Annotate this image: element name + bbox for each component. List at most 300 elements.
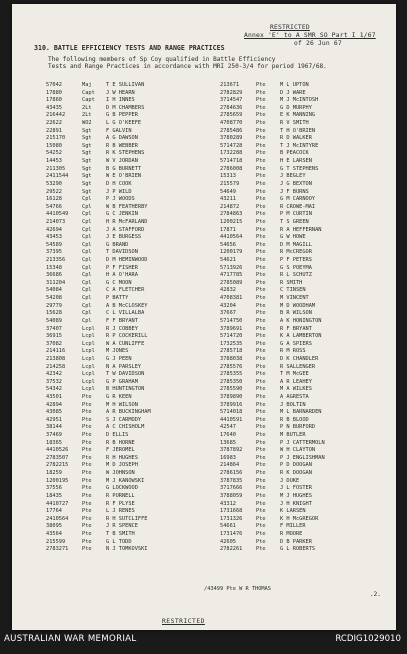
roster-row <box>46 272 216 280</box>
service-number: 29522 <box>46 188 62 195</box>
roster-row <box>220 539 390 547</box>
service-number: 4708381 <box>220 295 243 302</box>
service-number: 17640 <box>220 432 236 439</box>
service-number: 3787835 <box>220 477 243 484</box>
rank: Sgt <box>82 173 92 180</box>
member-name: F MILLER <box>280 523 306 530</box>
member-name: R B BLOOD <box>280 416 309 423</box>
roster-row <box>46 379 216 387</box>
service-number: 42694 <box>46 226 62 233</box>
member-name: P F FISHER <box>106 264 138 271</box>
member-name: G S POEYMA <box>280 264 312 271</box>
roster-row <box>46 166 216 174</box>
service-number: 1731326 <box>220 515 243 522</box>
rank: Pte <box>256 127 266 134</box>
member-name: L G O'KEEFE <box>106 120 142 127</box>
service-number: 3717666 <box>220 485 243 492</box>
rank: Lcpl <box>82 363 95 370</box>
rank: Pte <box>256 492 266 499</box>
roster-row <box>46 158 216 166</box>
roster-row <box>46 462 216 470</box>
service-number: 37395 <box>46 249 62 256</box>
rank: Pte <box>256 158 266 165</box>
member-name: A R LEAHEY <box>280 378 312 385</box>
rank: Pte <box>82 485 92 492</box>
rank: Pte <box>82 393 92 400</box>
archive-record-id: RCDIG1029010 <box>335 634 401 644</box>
roster-row <box>46 417 216 425</box>
rank: Sgt <box>82 188 92 195</box>
roster-row <box>220 211 390 219</box>
member-name: G BRAND <box>106 241 129 248</box>
service-number: 54766 <box>46 203 62 210</box>
rank: Pte <box>82 401 92 408</box>
rank: Pte <box>82 424 92 431</box>
member-name: J A STAFFORD <box>106 226 145 233</box>
member-name: W E O'BRIEN <box>106 173 142 180</box>
member-name: J DUKE <box>280 477 300 484</box>
roster-row <box>220 348 390 356</box>
roster-row <box>46 181 216 189</box>
roster-row <box>46 485 216 493</box>
roster-row <box>46 364 216 372</box>
member-name: G A SPIERS <box>280 340 312 347</box>
rank: Pte <box>256 180 266 187</box>
roster-row <box>46 173 216 181</box>
member-name: T S GREEN <box>280 218 309 225</box>
service-number: 214073 <box>46 218 66 225</box>
roster-row <box>46 265 216 273</box>
rank: Pte <box>256 371 266 378</box>
rank: Pte <box>256 165 266 172</box>
member-name: G C JENKIN <box>106 211 138 218</box>
roster-row <box>220 371 390 379</box>
rank: Pte <box>256 234 266 241</box>
member-name: M J HUGHES <box>280 492 312 499</box>
rank: Pte <box>256 203 266 210</box>
service-number: 43435 <box>46 104 62 111</box>
member-name: H A O'HARA <box>106 272 138 279</box>
member-name: R F PLYSE <box>106 500 135 507</box>
member-name: P N BURFORD <box>280 424 316 431</box>
service-number: 3789691 <box>220 325 243 332</box>
roster-row <box>220 326 390 334</box>
roster-row <box>46 112 216 120</box>
service-number: 1732535 <box>220 340 243 347</box>
rank: Pte <box>256 333 266 340</box>
rank: Sgt <box>82 127 92 134</box>
rank: Lcpl <box>82 348 95 355</box>
header-block <box>244 24 376 48</box>
rank: Lcpl <box>82 333 95 340</box>
rank: Pte <box>82 470 92 477</box>
roster-row <box>46 546 216 554</box>
service-number: 311204 <box>46 279 66 286</box>
rank: Cpl <box>82 257 92 264</box>
rank: Cpl <box>82 279 92 286</box>
member-name: J P WILD <box>106 188 132 195</box>
rank: Pte <box>256 82 266 88</box>
member-name: S J CARMODY <box>106 416 142 423</box>
rank: Pte <box>256 393 266 400</box>
service-number: 17880 <box>46 89 62 96</box>
roster-row <box>46 310 216 318</box>
roster-row <box>46 249 216 257</box>
member-name: M D JOSEPH <box>106 462 138 469</box>
roster-row <box>46 356 216 364</box>
service-number: 214116 <box>46 348 66 355</box>
service-number: 53290 <box>46 180 62 187</box>
roster-row <box>46 318 216 326</box>
roster-row <box>220 295 390 303</box>
rank: Pte <box>256 135 266 142</box>
service-number: 42832 <box>220 287 236 294</box>
service-number: 1731668 <box>220 508 243 515</box>
roster-row <box>220 409 390 417</box>
roster-row <box>220 455 390 463</box>
rank: Pte <box>256 264 266 271</box>
roster-row <box>220 265 390 273</box>
rank: Capt <box>82 89 95 96</box>
member-name: R D WALKER <box>280 135 312 142</box>
member-name: D ELLIS <box>106 432 129 439</box>
roster-row <box>220 150 390 158</box>
roster-row <box>46 455 216 463</box>
rank: Lcpl <box>82 355 95 362</box>
member-name: G C MOON <box>106 279 132 286</box>
member-name: M D WOODHAM <box>280 302 316 309</box>
rank: Pte <box>256 462 266 469</box>
member-name: W JOHNSON <box>106 470 135 477</box>
member-name: M L UPTON <box>280 82 309 88</box>
page-mark: .2. <box>370 591 381 598</box>
roster-row <box>46 402 216 410</box>
service-number: 54208 <box>46 295 62 302</box>
service-number: 1731476 <box>220 530 243 537</box>
service-number: 37667 <box>220 310 236 317</box>
rank: Pte <box>82 477 92 484</box>
rank: Cpl <box>82 249 92 256</box>
roster-row <box>46 333 216 341</box>
roster-row <box>220 356 390 364</box>
roster-row <box>220 128 390 136</box>
member-name: M JONES <box>106 348 129 355</box>
member-name: J W HEARN <box>106 89 135 96</box>
roster-row <box>46 409 216 417</box>
member-name: B R WILSON <box>280 310 312 317</box>
rank: 2Lt <box>82 104 92 111</box>
service-number: 2785089 <box>220 279 243 286</box>
roster-row <box>220 173 390 181</box>
roster-row <box>46 386 216 394</box>
service-number: 3789916 <box>220 401 243 408</box>
service-number: 214864 <box>220 462 240 469</box>
service-number: 36686 <box>46 272 62 279</box>
member-name: P J WOODS <box>106 196 135 203</box>
rank: Pte <box>256 272 266 279</box>
rank: Pte <box>256 142 266 149</box>
service-number: 37532 <box>46 378 62 385</box>
rank: WO2 <box>82 120 92 127</box>
member-name: T DAVIDSON <box>106 249 138 256</box>
service-number: 3788059 <box>220 492 243 499</box>
member-name: P D DOOGAN <box>280 462 312 469</box>
rank: Pte <box>256 188 266 195</box>
rank: Pte <box>82 523 92 530</box>
rank: Pte <box>256 538 266 545</box>
service-number: 2785576 <box>220 363 243 370</box>
roster-row <box>220 508 390 516</box>
member-name: L J RENES <box>106 508 135 515</box>
member-name: R J COBBEY <box>106 325 138 332</box>
member-name: J G BEXTON <box>280 180 312 187</box>
member-name: T W DAVIDSON <box>106 371 145 378</box>
member-name: R B WEBBER <box>106 142 138 149</box>
service-number: 5713926 <box>220 264 243 271</box>
rank: Pte <box>256 150 266 157</box>
member-name: G J PEEN <box>106 355 132 362</box>
rank: Cpl <box>82 264 92 271</box>
rank: Pte <box>82 530 92 537</box>
service-number: 215170 <box>46 135 66 142</box>
service-number: 2783271 <box>46 546 69 553</box>
member-name: B HUNTINGTON <box>106 386 145 393</box>
rank: Pte <box>256 454 266 461</box>
roster-row <box>46 211 216 219</box>
roster-row <box>46 120 216 128</box>
member-name: B PEACOCK <box>280 150 309 157</box>
rank: Cpl <box>82 317 92 324</box>
member-name: G D MURPHY <box>280 104 312 111</box>
roster-row <box>220 227 390 235</box>
service-number: 43211 <box>220 196 236 203</box>
roster-row <box>220 143 390 151</box>
member-name: R H HUGHES <box>106 454 138 461</box>
service-number: 54656 <box>220 241 236 248</box>
service-number: 17764 <box>46 508 62 515</box>
service-number: 5714720 <box>220 333 243 340</box>
member-name: D M HEMINWOOD <box>106 257 148 264</box>
service-number: 18259 <box>46 470 62 477</box>
member-name: K LARSEN <box>280 508 306 515</box>
roster-row <box>220 462 390 470</box>
rank: Pte <box>82 508 92 515</box>
rank: Pte <box>256 279 266 286</box>
service-number: 36915 <box>46 333 62 340</box>
member-name: M H WILSON <box>106 401 138 408</box>
member-name: D J WARE <box>280 89 306 96</box>
member-name: N A PARSLEY <box>106 363 142 370</box>
roster-row <box>220 531 390 539</box>
service-number: 4410591 <box>220 416 243 423</box>
rank: Pte <box>82 500 92 507</box>
roster-row <box>46 204 216 212</box>
rank: Pte <box>256 515 266 522</box>
rank: Pte <box>82 462 92 469</box>
service-number: 13685 <box>220 439 236 446</box>
rank: Cpl <box>82 218 92 225</box>
roster-row <box>220 280 390 288</box>
roster-row <box>46 128 216 136</box>
service-number: 15080 <box>46 142 62 149</box>
service-number: 17871 <box>220 226 236 233</box>
service-number: 22622 <box>46 120 62 127</box>
rank: Pte <box>256 355 266 362</box>
rank: Pte <box>256 211 266 218</box>
roster-row <box>220 432 390 440</box>
member-name: R SALLENGER <box>280 363 316 370</box>
service-number: 43564 <box>46 530 62 537</box>
rank: 2Lt <box>82 112 92 119</box>
roster-row <box>46 348 216 356</box>
roster-row <box>46 516 216 524</box>
member-name: R A HEFFERNAN <box>280 226 322 233</box>
rank: Sgt <box>82 142 92 149</box>
rank: Pte <box>256 257 266 264</box>
rank: Pte <box>256 112 266 119</box>
member-name: R F BRYANT <box>280 325 312 332</box>
service-number: 16128 <box>46 196 62 203</box>
member-name: J L FOSTER <box>280 485 312 492</box>
rank: Pte <box>256 530 266 537</box>
classification-bottom: RESTRICTED <box>162 618 205 625</box>
roster-row <box>46 394 216 402</box>
roster-row <box>220 105 390 113</box>
rank: Pte <box>256 409 266 416</box>
roster-row <box>46 189 216 197</box>
member-name: H E LARSEN <box>280 158 312 165</box>
rank: Pte <box>256 249 266 256</box>
roster-row <box>46 432 216 440</box>
roster-row <box>46 287 216 295</box>
member-name: P J CATTERMOLN <box>280 439 325 446</box>
rank: Pte <box>82 439 92 446</box>
member-name: T H O'BRIEN <box>280 127 316 134</box>
rank: Pte <box>256 287 266 294</box>
roster-row <box>46 440 216 448</box>
service-number: 4708770 <box>220 120 243 127</box>
service-number: 42951 <box>46 416 62 423</box>
service-number: 2785355 <box>220 371 243 378</box>
rank: Cpl <box>82 203 92 210</box>
roster-row <box>220 219 390 227</box>
roster-row <box>46 234 216 242</box>
document-page <box>12 4 396 630</box>
service-number: 54342 <box>46 386 62 393</box>
member-name: R V SMITH <box>280 120 309 127</box>
archive-source-label: AUSTRALIAN WAR MEMORIAL <box>4 634 137 644</box>
rank: Cpl <box>82 211 92 218</box>
roster-row <box>220 158 390 166</box>
service-number: 43085 <box>46 409 62 416</box>
roster-row <box>220 257 390 265</box>
service-number: 5714718 <box>220 158 243 165</box>
rank: Pte <box>256 89 266 96</box>
member-name: P M CURTIN <box>280 211 312 218</box>
member-name: M J KANOWSKI <box>106 477 145 484</box>
roster-row <box>220 493 390 501</box>
service-number: 4717785 <box>220 272 243 279</box>
roster-row <box>220 333 390 341</box>
member-name: R M ROSS <box>280 348 306 355</box>
service-number: 43312 <box>220 500 236 507</box>
rank: Pte <box>256 523 266 530</box>
service-number: 2785590 <box>220 386 243 393</box>
annex-reference: Annex 'E' to A SMR SO Part I 1/67 <box>244 32 376 39</box>
service-number: 3789890 <box>220 393 243 400</box>
member-name: W V JORDAN <box>106 158 138 165</box>
roster-row <box>220 90 390 98</box>
member-name: F F BRYANT <box>106 317 138 324</box>
rank: Pte <box>256 302 266 309</box>
service-number: 216442 <box>46 112 66 119</box>
rank: Cpl <box>82 302 92 309</box>
roster-row <box>220 386 390 394</box>
service-number: 37469 <box>46 432 62 439</box>
service-number: 4410526 <box>46 447 69 454</box>
rank: Cpl <box>82 272 92 279</box>
member-name: E K MANNING <box>280 112 316 119</box>
roster-row <box>220 318 390 326</box>
member-name: G L ROBERTS <box>280 546 316 553</box>
roster-row <box>220 440 390 448</box>
member-name: T J McINTYRE <box>280 142 319 149</box>
roster-row <box>46 447 216 455</box>
member-name: M J McINTOSH <box>280 97 319 104</box>
roster-row <box>220 379 390 387</box>
service-number: 215579 <box>220 180 240 187</box>
roster-row <box>46 105 216 113</box>
roster-row <box>220 424 390 432</box>
member-name: A AGRESTA <box>280 393 309 400</box>
roster-row <box>220 120 390 128</box>
rank: Cpl <box>82 310 92 317</box>
roster-row <box>46 196 216 204</box>
rank: Pte <box>82 409 92 416</box>
rank: Pte <box>256 447 266 454</box>
roster-row <box>46 227 216 235</box>
roster-row <box>220 196 390 204</box>
member-name: C L VILLALBA <box>106 310 145 317</box>
service-number: 1200215 <box>220 218 243 225</box>
rank: Sgt <box>82 180 92 187</box>
service-number: 214258 <box>46 363 66 370</box>
member-name: R K DOOGAN <box>280 470 312 477</box>
rank: Cpl <box>82 196 92 203</box>
rank: Pte <box>256 432 266 439</box>
service-number: 42547 <box>220 424 236 431</box>
service-number: 213671 <box>220 82 240 88</box>
roster-row <box>220 135 390 143</box>
service-number: 54649 <box>220 188 236 195</box>
service-number: 213808 <box>46 355 66 362</box>
roster-row <box>220 501 390 509</box>
service-number: 42894 <box>46 401 62 408</box>
service-number: 3714547 <box>220 97 243 104</box>
roster-row <box>220 516 390 524</box>
rank: Pte <box>256 295 266 302</box>
member-name: C A FLETCHER <box>106 287 145 294</box>
rank: Sgt <box>82 158 92 165</box>
roster-row <box>46 424 216 432</box>
roster-row <box>220 478 390 486</box>
service-number: 214872 <box>220 203 240 210</box>
service-number: 5714750 <box>220 317 243 324</box>
roster-row <box>220 447 390 455</box>
rank: Pte <box>256 363 266 370</box>
member-name: P F PETERS <box>280 257 312 264</box>
member-name: K H McGREGOR <box>280 515 319 522</box>
